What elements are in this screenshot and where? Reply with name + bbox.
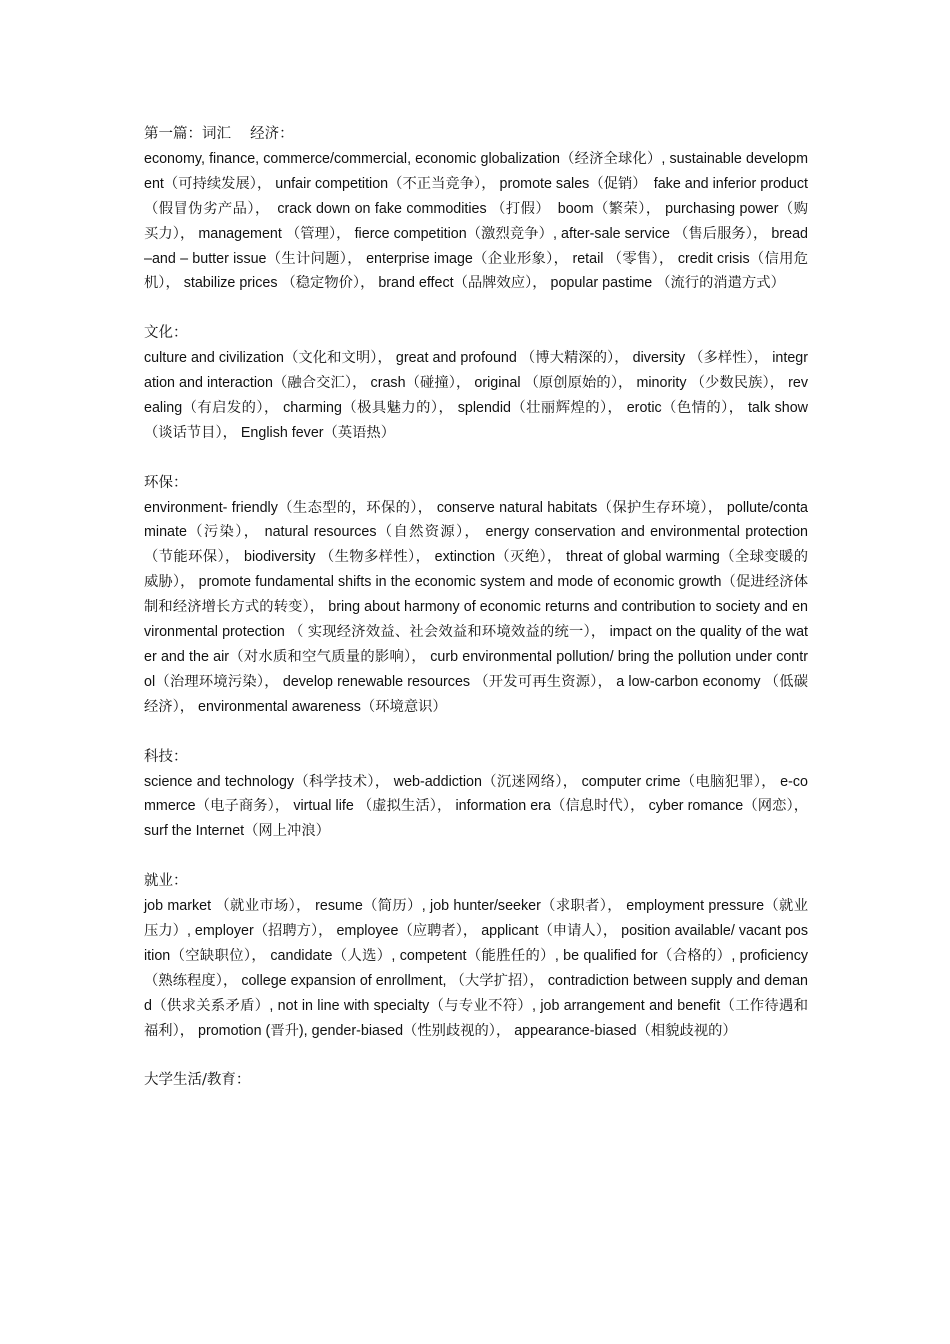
section-environment xyxy=(144,471,808,720)
section-technology xyxy=(144,745,808,845)
section-culture xyxy=(144,321,808,446)
section-text: economy, finance, commerce/commercial, economic globalization（经济全球化）, sustainable development（可持续发展）， unfair competition（不正当竞争）， promote sales（促销） fake and inferior product（假冒伪劣产品）， crack down on fake commodities （打假） boom（繁荣）， purchasing power（购买力）， management （管理）， fierce competition（激烈竞争）, after-sale service （售后服务）， bread –and – butter issue（生计问题）， enterprise image（企业形象）， retail （零售）， credit crisis（信用危机）， stabilize prices （稳定物价）， brand effect（品牌效应）， popular pastime （流行的消遣方式） xyxy=(144,150,808,292)
section-heading: 文化： xyxy=(144,325,188,342)
section-text: science and technology（科学技术）， web-addiction（沉迷网络）， computer crime（电脑犯罪）， e-commerce（电子商务）， virtual life （虚拟生活）， information era（信息时代）， cyber romance（网恋）， surf the Internet（网上冲浪） xyxy=(144,773,808,840)
section-text: job market （就业市场）， resume（简历）, job hunter/seeker（求职者）， employment pressure（就业压力）, employer（招聘方）， employee（应聘者）， applicant（申请人）， position available/ vacant position（空缺职位）， candidate（人选）, competent（能胜任的）, be qualified for（合格的）, proficiency（熟练程度）， college expansion of enrollment, （大学扩招）， contradiction between supply and demand（供求关系矛盾）, not in line with specialty（与专业不符）, job arrangement and benefit（工作待遇和福利）， promotion (晋升), gender-biased（性别歧视的）， appearance-biased（相貌歧视的） xyxy=(144,898,808,1039)
section-heading: 大学生活/教育： xyxy=(144,1072,251,1089)
section-employment xyxy=(144,869,808,1043)
section-heading: 第一篇：词汇 经济： xyxy=(144,126,294,142)
section-economy xyxy=(144,122,808,296)
section-text: environment- friendly（生态型的，环保的）， conserve natural habitats（保护生存环境）， pollute/contaminate（污染）， natural resources（自然资源）， energy conservation and environmental protection （节能环保）， biodiversity （生物多样性）， extinction（灭绝）， threat of global warming（全球变暖的威胁）， promote fundamental shifts in the economic system and mode of economic growth（促进经济体制和经济增长方式的转变）， bring about harmony of economic returns and contribution to society and environmental protection （ 实现经济效益、社会效益和环境效益的统一）， impact on the quality of the water and the air（对水质和空气质量的影响）， curb environmental pollution/ bring the pollution under control（治理环境污染）， develop renewable resources （开发可再生资源）， a low-carbon economy （低碳经济）， environmental awareness（环境意识） xyxy=(144,499,808,715)
section-heading: 就业： xyxy=(144,873,188,890)
section-college-education xyxy=(144,1068,808,1093)
document-page xyxy=(144,122,808,1118)
section-text: culture and civilization（文化和文明）， great and profound （博大精深的）， diversity （多样性）， integration and interaction（融合交汇）， crash（碰撞）， original （原创原始的）， minority （少数民族）， revealing（有启发的）， charming（极具魅力的）， splendid（壮丽辉煌的）， erotic（色情的）， talk show（谈话节目）， English fever（英语热） xyxy=(144,350,808,441)
section-heading: 环保： xyxy=(144,474,188,491)
section-heading: 科技： xyxy=(144,748,188,765)
